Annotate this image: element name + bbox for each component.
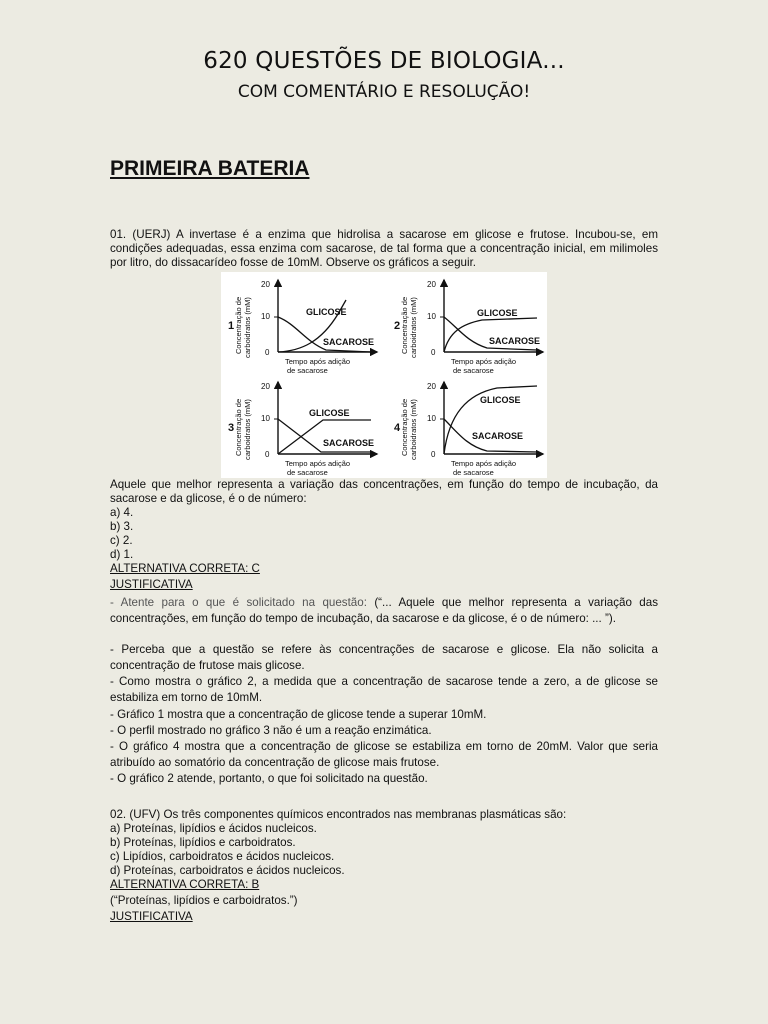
q2-option-a: a) Proteínas, lipídios e ácidos nucleicos. xyxy=(110,822,317,835)
q1-justification-7: - O gráfico 2 atende, portanto, o que foi solicitado na questão. xyxy=(110,772,428,785)
graph-4-number: 4 xyxy=(394,422,401,434)
j1-intro: - Atente para o que é solicitado na questão: xyxy=(110,596,367,609)
graph-4 xyxy=(394,382,543,477)
svg-text:de sacarose: de sacarose xyxy=(287,468,328,477)
tick-0: 0 xyxy=(265,348,270,357)
tick-10: 10 xyxy=(261,312,270,321)
graph-3 xyxy=(228,382,377,477)
q1-question: Aquele que melhor representa a variação das concentrações, em função do tempo de incubação, da sacarose e da glicose, é o de número: xyxy=(110,478,658,505)
q2-statement: 02. (UFV) Os três componentes químicos encontrados nas membranas plasmáticas são: xyxy=(110,808,567,821)
q1-answer: ALTERNATIVA CORRETA: C xyxy=(110,562,260,575)
svg-text:10: 10 xyxy=(427,414,436,423)
svg-text:carboidratos (mM): carboidratos (mM) xyxy=(409,297,418,358)
j1-quote: (“... Aquele que melhor representa a variação das concentrações, em função do tempo de incubação, da sacarose e da glicose, é o de número: ... ”). xyxy=(110,596,658,625)
graph-3-glicose: GLICOSE xyxy=(309,408,350,418)
svg-text:Concentração de: Concentração de xyxy=(234,398,243,456)
q2-answer: ALTERNATIVA CORRETA: B xyxy=(110,878,260,891)
svg-text:20: 20 xyxy=(427,382,436,391)
q1-option-a: a) 4. xyxy=(110,506,134,519)
graph-1-number: 1 xyxy=(228,320,235,332)
section-title: PRIMEIRA BATERIA xyxy=(110,157,310,180)
graph-1-sacarose: SACAROSE xyxy=(323,337,375,347)
svg-text:10: 10 xyxy=(261,414,270,423)
svg-text:20: 20 xyxy=(261,382,270,391)
svg-text:Concentração de: Concentração de xyxy=(400,296,409,354)
graphs-svg xyxy=(221,272,547,478)
q2-option-b: b) Proteínas, lipídios e carboidratos. xyxy=(110,836,296,849)
graph-3-sacarose: SACAROSE xyxy=(323,438,375,448)
svg-text:de sacarose: de sacarose xyxy=(453,468,494,477)
graph-4-sacarose: SACAROSE xyxy=(472,431,524,441)
svg-text:carboidratos (mM): carboidratos (mM) xyxy=(243,399,252,460)
graph-2-sacarose: SACAROSE xyxy=(489,336,541,346)
graph-4-glicose: GLICOSE xyxy=(480,395,521,405)
graph-2-glicose: GLICOSE xyxy=(477,308,518,318)
graph-1-ylabel2: carboidratos (mM) xyxy=(243,297,252,358)
graph-2 xyxy=(394,280,543,375)
q1-justification-6: - O gráfico 4 mostra que a concentração de glicose se estabiliza em torno de 20mM. Valor que seria atribuído ao somatório da concentração de glicose mais frutose. xyxy=(110,740,658,769)
svg-text:Concentração de: Concentração de xyxy=(400,398,409,456)
graph-1-glicose: GLICOSE xyxy=(306,307,347,317)
svg-text:0: 0 xyxy=(431,348,436,357)
graph-1-ylabel: Concentração de xyxy=(234,296,243,354)
svg-text:Tempo após adição: Tempo após adição xyxy=(451,459,517,468)
q2-quote: (“Proteínas, lipídios e carboidratos.”) xyxy=(110,894,298,907)
svg-text:carboidratos (mM): carboidratos (mM) xyxy=(409,399,418,460)
q1-justification-label: JUSTIFICATIVA xyxy=(110,578,193,591)
q1-option-b: b) 3. xyxy=(110,520,134,533)
q2-option-d: d) Proteínas, carboidratos e ácidos nucleicos. xyxy=(110,864,345,877)
document-title: 620 QUESTÕES DE BIOLOGIA... xyxy=(203,48,565,74)
svg-text:de sacarose: de sacarose xyxy=(453,366,494,375)
q2-option-c: c) Lipídios, carboidratos e ácidos nucleicos. xyxy=(110,850,335,863)
graph-1-xlabel: Tempo após adição xyxy=(285,357,351,366)
graph-1 xyxy=(228,280,377,375)
q1-statement: 01. (UERJ) A invertase é a enzima que hidrolisa a sacarose em glicose e frutose. Incubou-se, em condições adequadas, essa enzima com sacarose, de tal forma que a concentração inicial, em milimoles por litro, do dissacarídeo fosse de 10mM. Observe os gráficos a seguir. xyxy=(110,228,658,269)
graph-3-number: 3 xyxy=(228,422,235,434)
q1-justification-5: - O perfil mostrado no gráfico 3 não é um a reação enzimática. xyxy=(110,724,432,737)
svg-text:Tempo após adição: Tempo após adição xyxy=(285,459,351,468)
q1-option-d: d) 1. xyxy=(110,548,134,561)
graph-1-xlabel2: de sacarose xyxy=(287,366,328,375)
q1-option-c: c) 2. xyxy=(110,534,133,547)
q1-justification-3: - Como mostra o gráfico 2, a medida que a concentração de sacarose tende a zero, a de glicose se estabiliza em torno de 10mM. xyxy=(110,675,658,704)
svg-text:Tempo após adição: Tempo após adição xyxy=(451,357,517,366)
q1-justification-2: - Perceba que a questão se refere às concentrações de sacarose e glicose. Ela não solicita a concentração de frutose mais glicose. xyxy=(110,643,658,672)
q2-justification-label: JUSTIFICATIVA xyxy=(110,910,193,923)
tick-20: 20 xyxy=(261,280,270,289)
svg-text:0: 0 xyxy=(265,450,270,459)
q1-justification-1 xyxy=(110,595,658,627)
graph-2-number: 2 xyxy=(394,320,401,332)
svg-text:0: 0 xyxy=(431,450,436,459)
document-subtitle: COM COMENTÁRIO E RESOLUÇÃO! xyxy=(237,82,531,102)
q1-justification-4: - Gráfico 1 mostra que a concentração de glicose tende a superar 10mM. xyxy=(110,708,487,721)
svg-text:10: 10 xyxy=(427,312,436,321)
svg-text:20: 20 xyxy=(427,280,436,289)
carbohydrate-graphs-figure xyxy=(221,272,547,478)
